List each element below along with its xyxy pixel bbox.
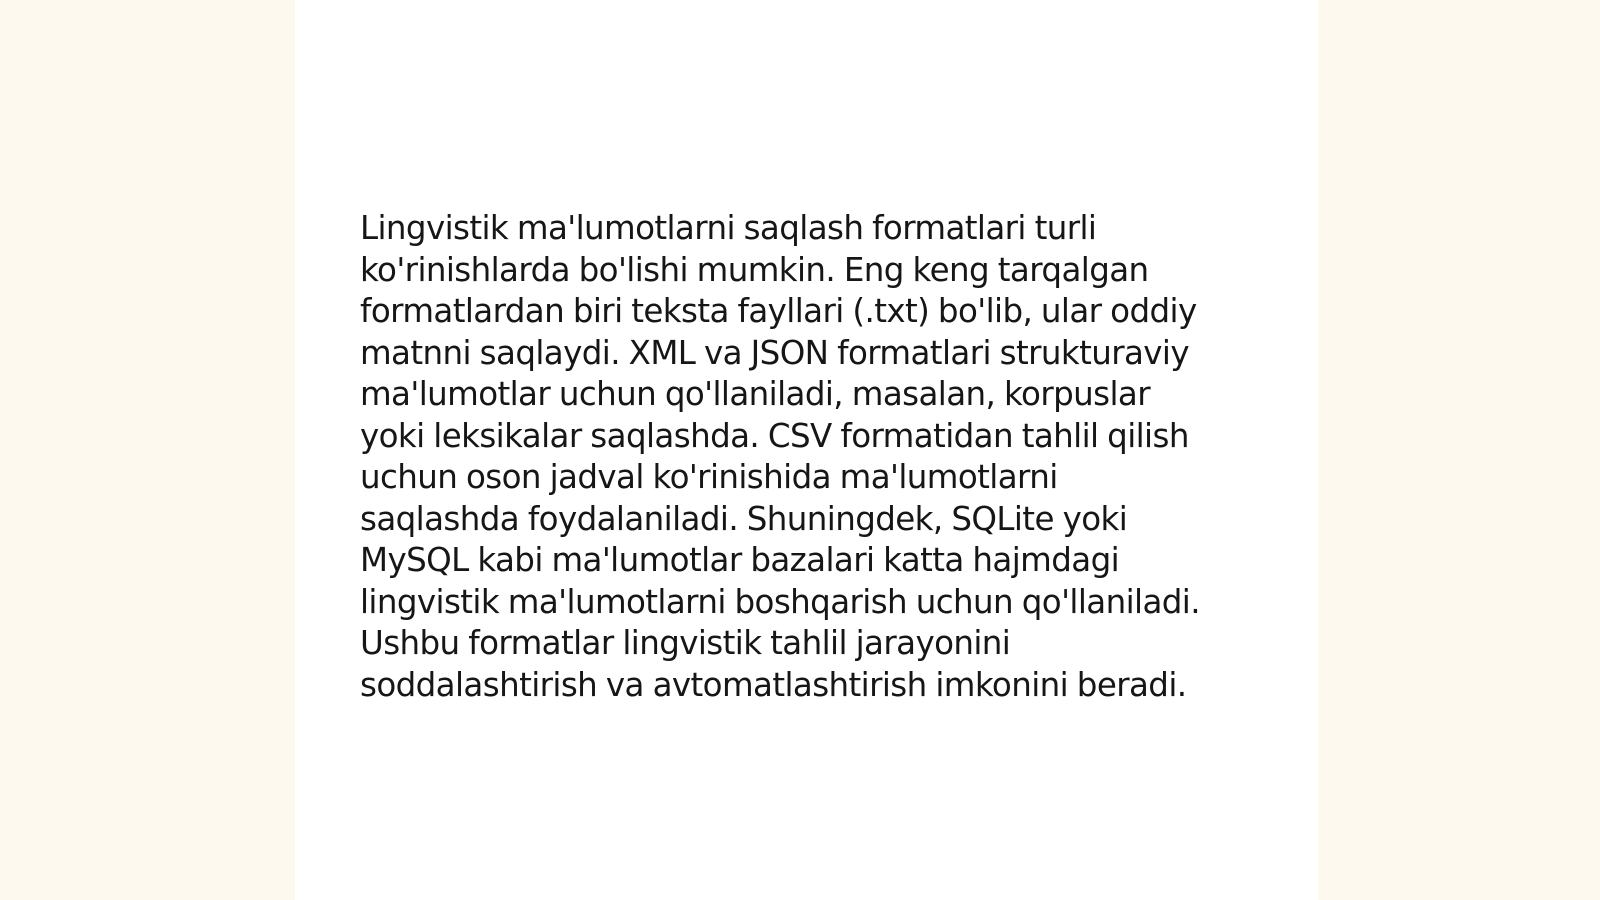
paragraph-line: soddalashtirish va avtomatlashtirish imkonini beradi. <box>360 665 1187 704</box>
document-page <box>295 0 1318 900</box>
paragraph-line: formatlardan biri teksta fayllari (.txt) bo'lib, ular oddiy <box>360 292 1197 330</box>
paragraph-line: ko'rinishlarda bo'lishi mumkin. Eng keng tarqalgan <box>360 250 1149 289</box>
paragraph-line: Ushbu formatlar lingvistik tahlil jarayonini <box>360 624 1011 662</box>
paragraph-line: MySQL kabi ma'lumotlar bazalari katta hajmdagi <box>360 541 1120 579</box>
paragraph-line: saqlashda foydalaniladi. Shuningdek, SQLite yoki <box>360 499 1128 538</box>
paragraph-line: Lingvistik ma'lumotlarni saqlash formatlari turli <box>360 209 1097 247</box>
paragraph-line: lingvistik ma'lumotlarni boshqarish uchun qo'llaniladi. <box>360 582 1200 621</box>
paragraph-line: matnni saqlaydi. XML va JSON formatlari strukturaviy <box>360 333 1189 372</box>
paragraph-line: uchun oson jadval ko'rinishida ma'lumotlarni <box>360 458 1058 496</box>
paragraph-line: yoki leksikalar saqlashda. CSV formatidan tahlil qilish <box>360 416 1189 455</box>
body-paragraph <box>360 208 1260 706</box>
paragraph-line: ma'lumotlar uchun qo'llaniladi, masalan, korpuslar <box>360 375 1150 413</box>
